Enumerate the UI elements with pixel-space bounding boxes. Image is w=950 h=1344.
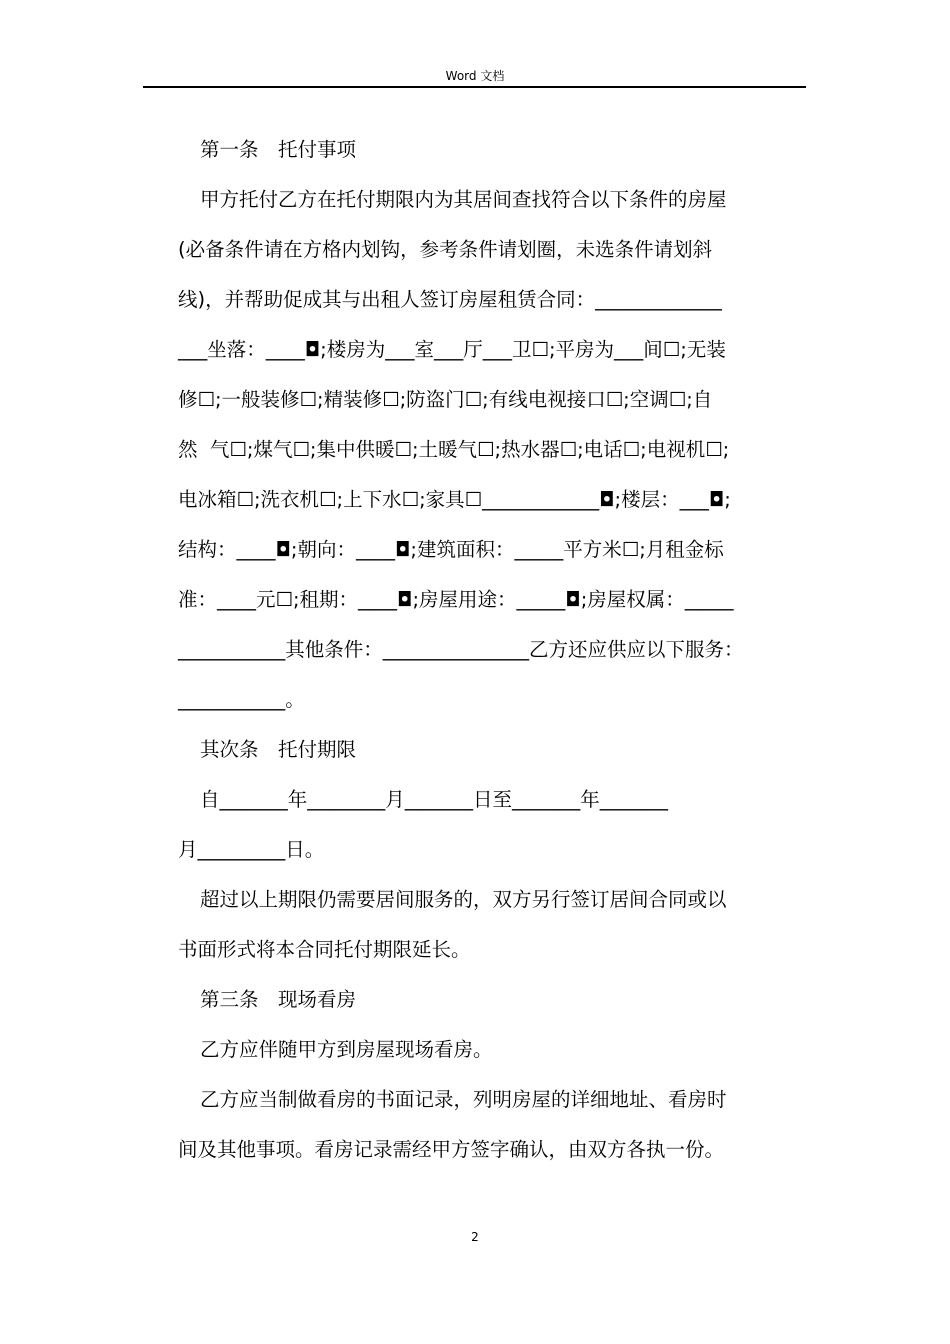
- text-line: ___________。: [178, 688, 305, 711]
- text-line: 结构：____◘;朝向：____◘;建筑面积：_____平方米☐;月租金标: [178, 538, 724, 561]
- text-line: 间及其他事项。看房记录需经甲方签字确认，由双方各执一份。: [178, 1138, 725, 1161]
- text-line: 乙方应伴随甲方到房屋现场看房。: [200, 1038, 493, 1061]
- text-line: 月_________日。: [178, 838, 325, 861]
- document-body: [178, 125, 818, 1175]
- text-line: (必备条件请在方格内划钩，参考条件请划圈，未选条件请划斜: [178, 238, 713, 261]
- text-line: 甲方托付乙方在托付期限内为其居间查找符合以下条件的房屋: [200, 188, 727, 211]
- text-line: 超过以上期限仍需要居间服务的，双方另行签订居间合同或以: [200, 888, 727, 911]
- text-line: 准：____元☐;租期：____◘;房屋用途：_____◘;房屋权属：_____: [178, 588, 734, 611]
- text-line: 书面形式将本合同托付期限延长。: [178, 938, 471, 961]
- text-line: ___坐落：____◘;楼房为___室___厅___卫☐;平房为___间☐;无装: [178, 338, 726, 361]
- text-line: 电冰箱☐;洗衣机☐;上下水☐;家具☐____________◘;楼层：___◘;: [178, 488, 731, 511]
- text-line: 其次条 托付期限: [200, 738, 357, 761]
- text-line: 自_______年________月_______日至_______年_______: [200, 788, 669, 811]
- page-number: 2: [471, 1230, 479, 1244]
- page-header-title: Word 文档: [445, 69, 505, 83]
- header-divider: [143, 86, 806, 88]
- text-line: 线)，并帮助促成其与出租人签订房屋租赁合同：_____________: [178, 288, 722, 311]
- text-line: 第一条 托付事项: [200, 138, 357, 161]
- text-line: 然 气☐;煤气☐;集中供暖☐;土暖气☐;热水器☐;电话☐;电视机☐;: [178, 438, 730, 461]
- text-line: 乙方应当制做看房的书面记录，列明房屋的详细地址、看房时: [200, 1088, 727, 1111]
- text-line: ___________其他条件：_______________乙方还应供应以下服务：: [178, 638, 744, 661]
- text-line: 第三条 现场看房: [200, 988, 357, 1011]
- text-line: 修☐;一般装修☐;精装修☐;防盗门☐;有线电视接口☐;空调☐;自: [178, 388, 713, 411]
